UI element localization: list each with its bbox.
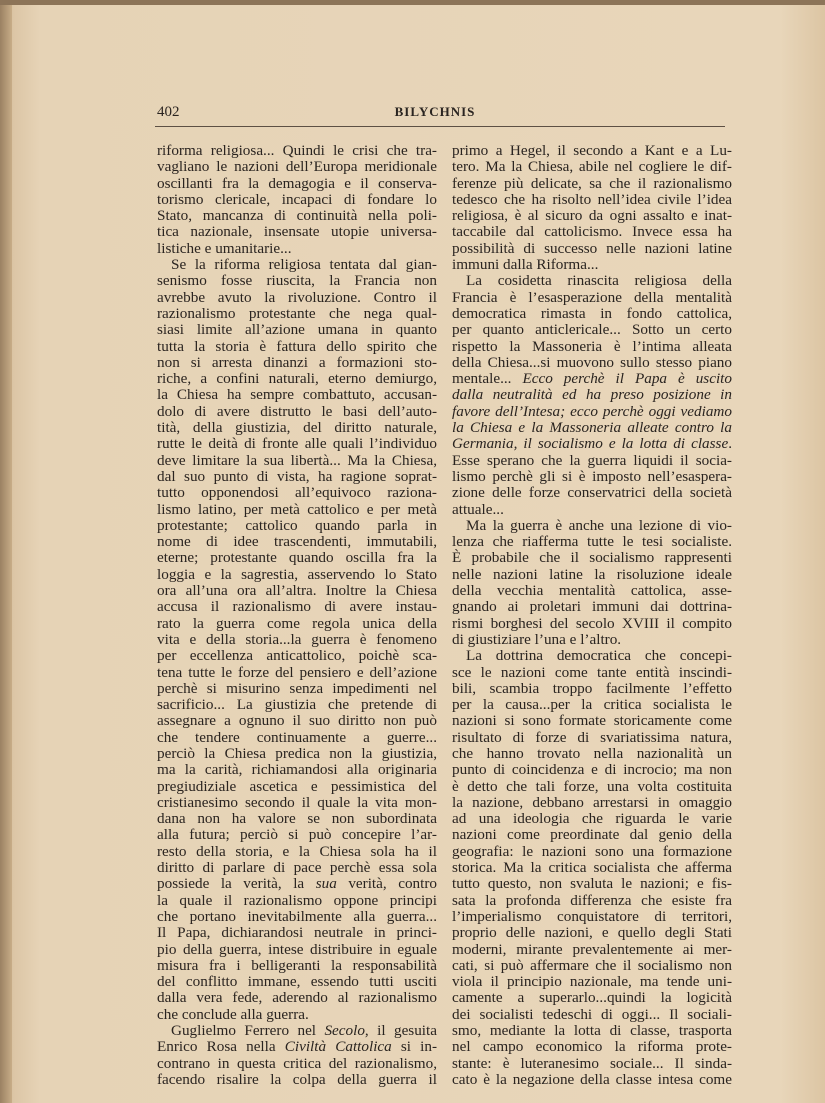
text-segment: dolo di avere distrutto le basi dell’auto- bbox=[157, 402, 437, 420]
text-segment: cato è la negazione della classe intesa come bbox=[452, 1070, 732, 1088]
text-segment: contrano in questa critica del razionalismo, bbox=[157, 1054, 437, 1072]
text-line bbox=[157, 1007, 437, 1023]
text-segment: mentale... bbox=[452, 370, 523, 388]
text-segment: per eccellenza anticattolico, poichè sca- bbox=[157, 647, 437, 665]
text-segment: diritto di parlare di pace perchè essa sola bbox=[157, 859, 437, 877]
text-line bbox=[452, 469, 732, 485]
text-segment: La dottrina democratica che concepi- bbox=[466, 647, 732, 665]
text-line bbox=[157, 713, 437, 729]
text-segment: bili, scambia troppo facilmente l’effetto bbox=[452, 679, 732, 697]
text-line bbox=[157, 159, 437, 175]
text-segment: ora all’una ora all’altra. Inoltre la Chiesa bbox=[157, 582, 437, 600]
italic-segment: Civiltà Cattolica bbox=[284, 1038, 392, 1056]
header-rule bbox=[155, 126, 725, 127]
text-line bbox=[157, 420, 437, 436]
text-segment: smo, mediante la lotta di classe, trasporta bbox=[452, 1022, 732, 1040]
text-segment: verità, contro bbox=[336, 875, 438, 893]
text-segment: pregiudiziale ascetica e pessimistica del bbox=[157, 777, 437, 795]
text-line bbox=[157, 681, 437, 697]
text-segment: possibilità di successo nelle nazioni latine bbox=[452, 239, 732, 257]
left-column bbox=[157, 143, 437, 1088]
text-segment: dei socialisti tedeschi di oggi... Il sociali- bbox=[452, 1005, 732, 1023]
text-segment: religiosa, è al sicuro da ogni assalto e inat- bbox=[452, 207, 732, 225]
text-segment: dal suo punto di vista, ha ragione soprat- bbox=[157, 467, 437, 485]
text-segment: Francia è l’esasperazione della mentalità bbox=[452, 288, 732, 306]
text-line bbox=[452, 453, 732, 469]
text-segment: tità, della giustizia, del diritto naturale, bbox=[157, 419, 437, 437]
text-line bbox=[157, 811, 437, 827]
text-line bbox=[157, 990, 437, 1006]
text-line bbox=[157, 567, 437, 583]
text-line bbox=[452, 550, 732, 566]
text-segment: nazioni si sono formate storicamente come bbox=[452, 712, 732, 730]
text-segment: che tendere continuamente a guerre... bbox=[157, 728, 437, 746]
text-line bbox=[452, 387, 732, 403]
text-segment: geografia: le nazioni sono una formazione bbox=[452, 842, 732, 860]
text-segment: risultato di forze di svariatissima natura, bbox=[452, 728, 732, 746]
text-line bbox=[157, 632, 437, 648]
text-segment: dana non ha valore se non subordinata bbox=[157, 810, 437, 828]
text-segment: siasi limite all’azione umana in quanto bbox=[157, 321, 437, 339]
text-segment: vita e della storia...la guerra è fenomeno bbox=[157, 630, 437, 648]
text-line bbox=[452, 583, 732, 599]
text-line bbox=[157, 893, 437, 909]
text-segment: rato la guerra come regola unica della bbox=[157, 614, 437, 632]
text-line bbox=[452, 371, 732, 387]
text-segment: ma la carità, richiamandosi alla originaria bbox=[157, 761, 437, 779]
text-segment: della Chiesa...si muovono sullo stesso piano bbox=[452, 353, 732, 371]
text-segment: perchè si misurino senza impedimenti nel bbox=[157, 679, 437, 697]
text-line bbox=[157, 1056, 437, 1072]
text-segment: zione delle forze conservatrici della società bbox=[452, 484, 732, 502]
text-segment: tedesco che ha risolto nell’idea civile l’idea bbox=[452, 190, 732, 208]
text-segment: della vecchia mentalità cattolica, asse- bbox=[452, 582, 732, 600]
text-line bbox=[157, 730, 437, 746]
text-line bbox=[452, 241, 732, 257]
text-segment: . bbox=[728, 435, 732, 453]
text-segment: pio della guerra, intese distribuire in eguale bbox=[157, 940, 437, 958]
text-line bbox=[452, 534, 732, 550]
text-segment: dalla vera fede, aderendo al razionalismo bbox=[157, 989, 437, 1007]
text-segment: lismo latino, per metà cattolico e per metà bbox=[157, 500, 437, 518]
text-segment: sata la profonda differenza che esiste fra bbox=[452, 891, 732, 909]
text-segment: , il gesuita bbox=[364, 1022, 437, 1040]
text-line bbox=[452, 860, 732, 876]
text-segment: nazioni come preordinate dal genio della bbox=[452, 826, 732, 844]
text-line bbox=[452, 616, 732, 632]
text-segment: protestante; cattolico quando parla in bbox=[157, 516, 437, 534]
text-segment: tutto opponendosi all’equivoco raziona- bbox=[157, 484, 437, 502]
text-segment: cristianesimo secondo il quale la vita mon- bbox=[157, 793, 437, 811]
text-line bbox=[157, 208, 437, 224]
text-segment: rismi borghesi del secolo XVIII il compito bbox=[452, 614, 732, 632]
text-segment: nel campo economico la riforma prote- bbox=[452, 1038, 732, 1056]
text-line bbox=[452, 1007, 732, 1023]
text-segment: razionalismo protestante che nega qual- bbox=[157, 304, 437, 322]
italic-segment: dalla neutralità ed ha preso posizione in bbox=[452, 386, 732, 404]
text-line bbox=[452, 355, 732, 371]
text-line bbox=[157, 827, 437, 843]
text-segment: riche, a confini naturali, eterno demiurgo, bbox=[157, 370, 437, 388]
text-segment: la quale il razionalismo oppone principi bbox=[157, 891, 437, 909]
text-line bbox=[452, 648, 732, 664]
text-line bbox=[452, 224, 732, 240]
text-line bbox=[157, 436, 437, 452]
text-line bbox=[452, 1039, 732, 1055]
text-segment: Ma la guerra è anche una lezione di vio- bbox=[466, 516, 732, 534]
text-line bbox=[452, 518, 732, 534]
text-line bbox=[452, 632, 732, 648]
text-segment: lismo perchè gli si è imposto nell’esaspera- bbox=[452, 467, 732, 485]
italic-segment: la Chiesa e la Massoneria alleate contro la bbox=[452, 419, 732, 437]
text-segment: immuni dalla Riforma... bbox=[452, 256, 599, 274]
text-segment: oscillanti fra la demagogia e il conserva- bbox=[157, 174, 437, 192]
text-line bbox=[157, 371, 437, 387]
text-segment: torismo clericale, incapaci di fondare lo bbox=[157, 190, 437, 208]
text-line bbox=[157, 1072, 437, 1088]
text-line bbox=[157, 518, 437, 534]
text-line bbox=[452, 990, 732, 1006]
text-segment: senismo fosse riuscita, la Francia non bbox=[157, 272, 437, 290]
text-segment: eterne; protestante quando oscilla fra la bbox=[157, 549, 437, 567]
text-segment: gnando ai proletari immuni dai dottrina- bbox=[452, 598, 732, 616]
text-segment: democratica rimasta in fondo cattolica, bbox=[452, 304, 732, 322]
text-line bbox=[157, 192, 437, 208]
text-segment: non si arresta dinanzi a formazioni sto- bbox=[157, 353, 437, 371]
text-segment: tero. Ma la Chiesa, abile nel cogliere le dif- bbox=[452, 158, 732, 176]
text-line bbox=[452, 1072, 732, 1088]
text-line bbox=[157, 355, 437, 371]
text-segment: ferenze più delicate, sa che il razionalismo bbox=[452, 174, 732, 192]
text-segment: rutte le deità di fronte alle quali l’individuo bbox=[157, 435, 437, 453]
text-line bbox=[452, 893, 732, 909]
text-line bbox=[157, 795, 437, 811]
text-segment: accusa il razionalismo di avere instau- bbox=[157, 598, 437, 616]
text-line bbox=[452, 795, 732, 811]
text-line bbox=[452, 827, 732, 843]
text-line bbox=[452, 502, 732, 518]
text-line bbox=[157, 746, 437, 762]
text-segment: è detto che tali forze, una volta costituita bbox=[452, 777, 732, 795]
text-segment: Esse sperano che la guerra liquidi il socia- bbox=[452, 451, 732, 469]
text-line bbox=[452, 665, 732, 681]
text-segment: Stato, mancanza di continuità nella poli- bbox=[157, 207, 437, 225]
text-segment: facendo risalire la colpa della guerra il bbox=[157, 1070, 437, 1088]
text-line bbox=[157, 273, 437, 289]
text-segment: perciò la Chiesa predica non la giustizia, bbox=[157, 744, 437, 762]
text-line bbox=[157, 502, 437, 518]
text-segment: avrebbe avuto la rivoluzione. Contro il bbox=[157, 288, 437, 306]
text-line bbox=[452, 1056, 732, 1072]
text-line bbox=[157, 697, 437, 713]
text-line bbox=[157, 844, 437, 860]
text-segment: assegnare a ognuno il suo diritto non può bbox=[157, 712, 437, 730]
text-line bbox=[157, 534, 437, 550]
text-line bbox=[157, 176, 437, 192]
running-head: BILYCHNIS bbox=[394, 104, 476, 119]
text-line bbox=[157, 762, 437, 778]
text-segment: Guglielmo Ferrero nel bbox=[171, 1022, 325, 1040]
text-line bbox=[452, 420, 732, 436]
text-line bbox=[157, 665, 437, 681]
text-line bbox=[157, 599, 437, 615]
text-segment: che portano inevitabilmente alla guerra... bbox=[157, 907, 437, 925]
text-line bbox=[452, 779, 732, 795]
text-segment: nelle nazioni latine la risoluzione ideale bbox=[452, 565, 732, 583]
text-line bbox=[157, 942, 437, 958]
text-segment: viola il principio nazionale, ma tende uni- bbox=[452, 973, 732, 991]
text-line bbox=[157, 290, 437, 306]
text-line bbox=[452, 746, 732, 762]
text-segment: che conclude alla guerra. bbox=[157, 1005, 309, 1023]
text-segment: tica nazionale, insensate utopie universa- bbox=[157, 223, 437, 241]
text-segment: nome di idee trascendenti, immutabili, bbox=[157, 533, 437, 551]
text-segment: cati, si può affermare che il socialismo non bbox=[452, 956, 732, 974]
text-segment: alla futura; perciò si può concepire l’ar- bbox=[157, 826, 437, 844]
text-line bbox=[452, 208, 732, 224]
text-line bbox=[452, 697, 732, 713]
text-line bbox=[157, 322, 437, 338]
text-line bbox=[452, 1023, 732, 1039]
text-segment: lenza che riafferma tutte le tesi socialiste. bbox=[452, 533, 732, 551]
text-line bbox=[157, 453, 437, 469]
right-column bbox=[452, 143, 732, 1088]
text-segment: rispetto la Massoneria è l’intima alleata bbox=[452, 337, 732, 355]
text-segment: stante: è luteranesimo sociale... Il sinda- bbox=[452, 1054, 732, 1072]
italic-segment: sua bbox=[315, 875, 337, 893]
text-segment: Enrico Rosa nella bbox=[157, 1038, 285, 1056]
text-segment: vagliano le nazioni dell’Europa meridionale bbox=[157, 158, 437, 176]
italic-segment: Secolo bbox=[324, 1022, 365, 1040]
text-line bbox=[452, 567, 732, 583]
text-line bbox=[157, 485, 437, 501]
text-segment: tutta la storia è fattura dello spirito che bbox=[157, 337, 437, 355]
italic-segment: favore dell’Intesa; ecco perchè oggi vediamo bbox=[452, 402, 732, 420]
text-segment: del conflitto immane, essendo tutti usciti bbox=[157, 973, 437, 991]
italic-segment: Germania, il socialismo e la lotta di classe bbox=[452, 435, 729, 453]
text-segment: Il Papa, dichiarandosi neutrale in princi- bbox=[157, 924, 437, 942]
text-segment: l’imperialismo conquistatore di territori, bbox=[452, 907, 732, 925]
text-segment: per la causa...per la critica socialista le bbox=[452, 696, 732, 714]
text-segment: listiche e umanitarie... bbox=[157, 239, 292, 257]
text-segment: punto di coincidenza e di incrocio; ma non bbox=[452, 761, 732, 779]
text-line bbox=[452, 322, 732, 338]
text-segment: la nazione, debbano arrestarsi in omaggio bbox=[452, 793, 732, 811]
text-line bbox=[157, 860, 437, 876]
text-segment: possiede la verità, la bbox=[157, 875, 316, 893]
text-segment: camente a superarlo...quindi la logicità bbox=[452, 989, 732, 1007]
text-segment: È probabile che il socialismo rappresenti bbox=[452, 549, 732, 567]
text-line bbox=[157, 1039, 437, 1055]
page-edge-shadow bbox=[0, 0, 12, 1103]
top-edge bbox=[0, 0, 825, 5]
text-line bbox=[157, 550, 437, 566]
text-line bbox=[452, 257, 732, 273]
text-line bbox=[452, 404, 732, 420]
text-segment: moderni, mirante prevalentemente ai mer- bbox=[452, 940, 732, 958]
text-line bbox=[452, 339, 732, 355]
text-line bbox=[157, 241, 437, 257]
text-line bbox=[157, 876, 437, 892]
text-segment: attuale... bbox=[452, 500, 504, 518]
italic-segment: Ecco perchè il Papa è uscito bbox=[522, 370, 732, 388]
text-segment: sce le nazioni come tante entità inscindi- bbox=[452, 663, 732, 681]
text-line bbox=[157, 974, 437, 990]
text-segment: tena tutte le forze del pensiero e dell’azione bbox=[157, 663, 437, 681]
text-line bbox=[157, 404, 437, 420]
text-line bbox=[452, 681, 732, 697]
text-segment: si in- bbox=[391, 1038, 437, 1056]
text-line bbox=[452, 811, 732, 827]
text-line bbox=[157, 143, 437, 159]
text-segment: tutto questo, non svaluta le nazioni; e fis- bbox=[452, 875, 732, 893]
text-line bbox=[157, 339, 437, 355]
text-segment: ad una ideologia che riguarda le varie bbox=[452, 810, 732, 828]
text-line bbox=[157, 958, 437, 974]
text-line bbox=[157, 583, 437, 599]
text-line bbox=[157, 306, 437, 322]
text-line bbox=[452, 762, 732, 778]
text-line bbox=[452, 159, 732, 175]
text-line bbox=[452, 273, 732, 289]
text-line bbox=[157, 469, 437, 485]
text-segment: loggia e la sagrestia, asservendo lo Stato bbox=[157, 565, 437, 583]
text-segment: storica. Ma la critica socialista che afferma bbox=[452, 859, 732, 877]
text-line bbox=[452, 192, 732, 208]
text-line bbox=[157, 909, 437, 925]
text-segment: deve limitare la sua libertà... Ma la Chiesa, bbox=[157, 451, 437, 469]
text-segment: che hanno trovato nella nazionalità un bbox=[452, 744, 732, 762]
text-segment: misura fra i belligeranti la responsabilità bbox=[157, 956, 437, 974]
text-line bbox=[452, 730, 732, 746]
text-line bbox=[452, 290, 732, 306]
text-line bbox=[452, 876, 732, 892]
text-segment: proprio delle nazioni, e quello degli Stati bbox=[452, 924, 732, 942]
text-line bbox=[452, 844, 732, 860]
text-segment: primo a Hegel, il secondo a Kant e a Lu- bbox=[452, 142, 732, 159]
text-line bbox=[452, 176, 732, 192]
text-line bbox=[452, 306, 732, 322]
text-segment: riforma religiosa... Quindi le crisi che tra- bbox=[157, 142, 437, 159]
text-line bbox=[452, 925, 732, 941]
text-line bbox=[157, 1023, 437, 1039]
text-line bbox=[452, 436, 732, 452]
text-line bbox=[157, 616, 437, 632]
text-line bbox=[157, 925, 437, 941]
text-line bbox=[157, 779, 437, 795]
text-segment: resto della storia, e la Chiesa sola ha il bbox=[157, 842, 437, 860]
text-line bbox=[452, 713, 732, 729]
text-line bbox=[452, 942, 732, 958]
text-line bbox=[157, 224, 437, 240]
text-line bbox=[452, 143, 732, 159]
text-line bbox=[157, 387, 437, 403]
text-line bbox=[452, 958, 732, 974]
text-line bbox=[452, 599, 732, 615]
text-segment: La cosidetta rinascita religiosa della bbox=[466, 272, 732, 290]
text-segment: Se la riforma religiosa tentata dal gian- bbox=[171, 256, 437, 274]
text-line bbox=[157, 648, 437, 664]
text-line bbox=[157, 257, 437, 273]
text-segment: di giustiziare l’una e l’altro. bbox=[452, 630, 622, 648]
text-line bbox=[452, 974, 732, 990]
text-segment: taccabile dal cattolicismo. Invece essa ha bbox=[452, 223, 732, 241]
text-line bbox=[452, 485, 732, 501]
text-segment: per quanto anticlericale... Sotto un certo bbox=[452, 321, 732, 339]
text-segment: la Chiesa ha sempre combattuto, accusan- bbox=[157, 386, 437, 404]
text-line bbox=[452, 909, 732, 925]
text-segment: sacrificio... La giustizia che pretende di bbox=[157, 696, 437, 714]
page-number: 402 bbox=[157, 104, 180, 120]
page-header bbox=[145, 100, 725, 124]
